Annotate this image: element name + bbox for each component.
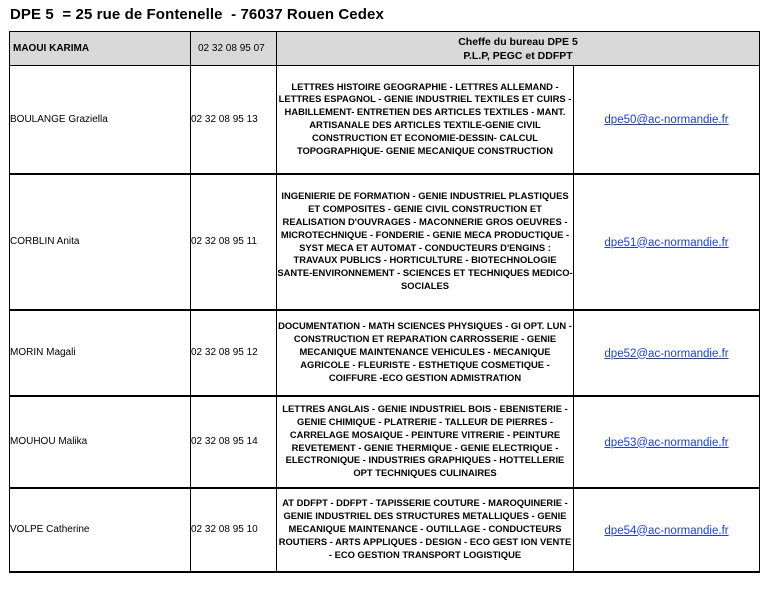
table-row [10,310,760,396]
staff-phone: 02 32 08 95 12 [191,310,277,396]
staff-email-link[interactable]: dpe54@ac-normandie.fr [604,524,729,537]
staff-phone: 02 32 08 95 14 [191,396,277,488]
table-row [10,66,760,174]
table-row [10,174,760,310]
head-role-line2: P.L.P, PEGC et DDFPT [463,49,573,62]
staff-email-cell [574,488,760,572]
staff-name: VOLPE Catherine [10,488,191,572]
staff-email-link[interactable]: dpe50@ac-normandie.fr [604,114,729,127]
staff-phone: 02 32 08 95 11 [191,174,277,310]
staff-email-link[interactable]: dpe51@ac-normandie.fr [604,236,729,249]
staff-phone: 02 32 08 95 13 [191,66,277,174]
head-role-line1: Cheffe du bureau DPE 5 [458,35,578,48]
table-row [10,396,760,488]
staff-subjects: INGENIERIE DE FORMATION - GENIE INDUSTRIEL PLASTIQUES ET COMPOSITES - GENIE CIVIL CONSTRUCTION ET REALISATION D'OUVRAGES - MACONNERIE GROS OEUVRES - MICROTECHNIQUE - FONDERIE - GENIE MECA PRODUCTIQUE - SYST MECA ET AUTOMAT - CONDUCTEURS D'ENGINS : TRAVAUX PUBLICS - HORTICULTURE - BIOTECHNOLOGIE SANTE-ENVIRONNEMENT - SCIENCES ET TECHNIQUES MEDICO-SOCIALES [277,174,574,310]
staff-email-link[interactable]: dpe53@ac-normandie.fr [604,436,729,449]
staff-directory-table [9,31,760,573]
staff-name: BOULANGE Graziella [10,66,191,174]
staff-subjects: AT DDFPT - DDFPT - TAPISSERIE COUTURE - MAROQUINERIE - GENIE INDUSTRIEL DES STRUCTURES METALLIQUES - GENIE MECANIQUE MAINTENANCE - OUTILLAGE - CONDUCTEURS ROUTIERS - ARTS APPLIQUES - DESIGN - ECO GEST ION VENTE - ECO GESTION TRANSPORT LOGISTIQUE [277,488,574,572]
head-name: MAOUI KARIMA [10,32,191,66]
head-phone: 02 32 08 95 07 [191,32,277,66]
staff-name: MOUHOU Malika [10,396,191,488]
staff-email-cell [574,66,760,174]
staff-name: MORIN Magali [10,310,191,396]
staff-name: CORBLIN Anita [10,174,191,310]
staff-email-cell [574,174,760,310]
table-header-row [10,32,760,66]
staff-phone: 02 32 08 95 10 [191,488,277,572]
staff-subjects: LETTRES ANGLAIS - GENIE INDUSTRIEL BOIS - EBENISTERIE - GENIE CHIMIQUE - PLATRERIE - TALLEUR DE PIERRES - CARRELAGE MOSAIQUE - PEINTURE VITRERIE - PEINTURE REVETEMENT - GENIE THERMIQUE - GENIE ELECTRIQUE - ELECTRONIQUE - INDUSTRIES GRAPHIQUES - HOTTELLERIE OPT TECHNIQUES CULINAIRES [277,396,574,488]
head-role [277,32,760,66]
staff-subjects: LETTRES HISTOIRE GEOGRAPHIE - LETTRES ALLEMAND - LETTRES ESPAGNOL - GENIE INDUSTRIEL TEXTILES ET CUIRS -HABILLEMENT- ENTRETIEN DES ARTICLES TEXTILES - MANT. ARTISANALE DES ARTICLES TEXTILE-GENIE CIVIL CONSTRUCTION ET ECONOMIE-DESSIN- CALCUL TOPOGRAPHIQUE- GENIE MECANIQUE CONSTRUCTION [277,66,574,174]
page-title: DPE 5 = 25 rue de Fontenelle - 76037 Rouen Cedex [10,6,384,23]
staff-email-cell [574,396,760,488]
table-row [10,488,760,572]
staff-subjects: DOCUMENTATION - MATH SCIENCES PHYSIQUES - GI OPT. LUN - CONSTRUCTION ET REPARATION CARROSSERIE - GENIE MECANIQUE MAINTENANCE VEHICULES - MECANIQUE AGRICOLE - FLEURISTE - ESTHETIQUE COSMETIQUE - COIFFURE -ECO GESTION ADMISTRATION [277,310,574,396]
staff-email-link[interactable]: dpe52@ac-normandie.fr [604,347,729,360]
staff-email-cell [574,310,760,396]
